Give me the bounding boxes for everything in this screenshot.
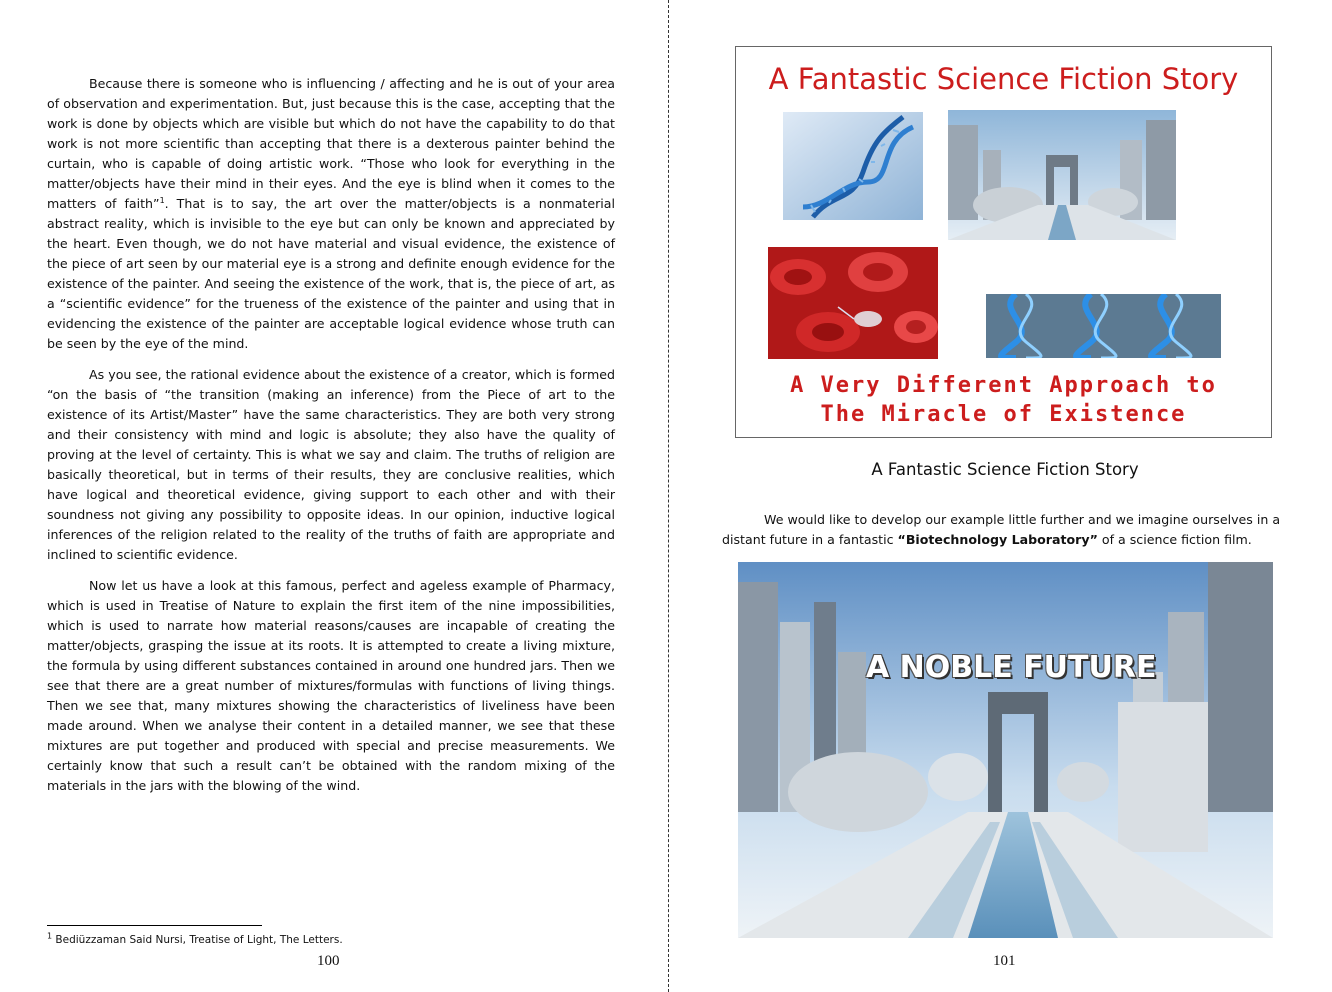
page-number-right: 101 xyxy=(993,953,1016,969)
dna-helix-image xyxy=(783,112,923,220)
sci-fi-poster-image xyxy=(735,46,1272,438)
page-divider xyxy=(668,0,669,992)
right-paragraph: We would like to develop our example little further and we imagine ourselves in a distant future in a fantastic “Biotechnology Laboratory” of a science fiction film. xyxy=(722,512,1281,547)
paragraph-3: Now let us have a look at this famous, perfect and ageless example of Pharmacy, which is used in Treatise of Nature to explain the first item of the nine impossibilities, which is used to narrate how material reasons/causes are incapable of creating the matter/objects, grasping the issue at its roots. It is attempted to create a living mixture, the formula by using different substances contained in around one hundred jars. Then we see that there are a great number of mixtures/formulas with functions of living things. Then we see that, many mixtures showing the characteristics of liveliness have been made around. When we analyse their content in a detailed manner, we see that these mixtures are put together and produced with special and precise measurements. We certainly know that such a result can’t be obtained with the random mixing of the materials in the jars with the blowing of the wind. xyxy=(47,578,615,793)
paragraph-1: Because there is someone who is influencing / affecting and he is out of your area of observation and experimentation. But, just because this is the case, accepting that the work is done by objects which are visible but which do not have the capability to do that work is not more scientific than accepting that there is a dexterous painter behind the curtain, who is capable of doing artistic work. “Those who look for everything in the matter/objects have their mind in their eyes. And the eye is blind when it comes to the matters of faith”$^1$. That is to say, the art over the matter/objects is a nonmaterial abstract reality, which is invisible to the eye but can only be known and appreciated by the heart. Even though, we do not have material and visual evidence, the existence of the piece of art seen by our material eye is a strong and definite enough evidence for the existence of the painter. And seeing the existence of the work, that is, the piece of art, as a “scientific evidence” for the trueness of the existence of the painter and using that in evidencing the existence of the painter are acceptable logical evidence whose truth can be seen by the eye of the mind. xyxy=(47,76,615,351)
paragraph-2: As you see, the rational evidence about the existence of a creator, which is formed “on the basis of “the transition (making an inference) from the Piece of art to the existence of its Artist/Master” have the same characteristics. They are both very strong and their consistency with mind and logic is absolute; they also have the quality of proving at the level of certainty. This is what we say and claim. The truths of religion are basically theoretical, but in terms of their results, they are conclusive realities, which have logical and theoretical evidence, giving support to each other and with their soundness not giving any possibility to opposite ideas. In our opinion, inductive logical inferences of the religion related to the reality of the truths of faith are appropriate and inclined to scientific evidence. xyxy=(47,367,615,562)
poster-subtitle-line-1: A Very Different Approach to xyxy=(790,373,1217,398)
figure-caption: A Fantastic Science Fiction Story xyxy=(871,460,1139,479)
blue-helix-image xyxy=(986,294,1221,358)
footnote: $^1$ Bediüzzaman Said Nursi, Treatise of Light, The Letters. xyxy=(47,931,343,946)
footnote-separator xyxy=(47,925,262,926)
blood-cells-image xyxy=(768,247,938,359)
left-page-body xyxy=(47,74,615,807)
poster-title: A Fantastic Science Fiction Story xyxy=(768,62,1239,96)
noble-future-title: A NOBLE FUTURE xyxy=(866,650,1157,685)
future-city-small-image xyxy=(948,110,1176,240)
poster-subtitle-line-2: The Miracle of Existence xyxy=(820,402,1187,427)
page-number-left: 100 xyxy=(317,953,340,969)
bold-phrase: “Biotechnology Laboratory” xyxy=(897,532,1098,547)
footnote-reference: 1 xyxy=(159,195,165,205)
noble-future-image xyxy=(738,562,1273,938)
